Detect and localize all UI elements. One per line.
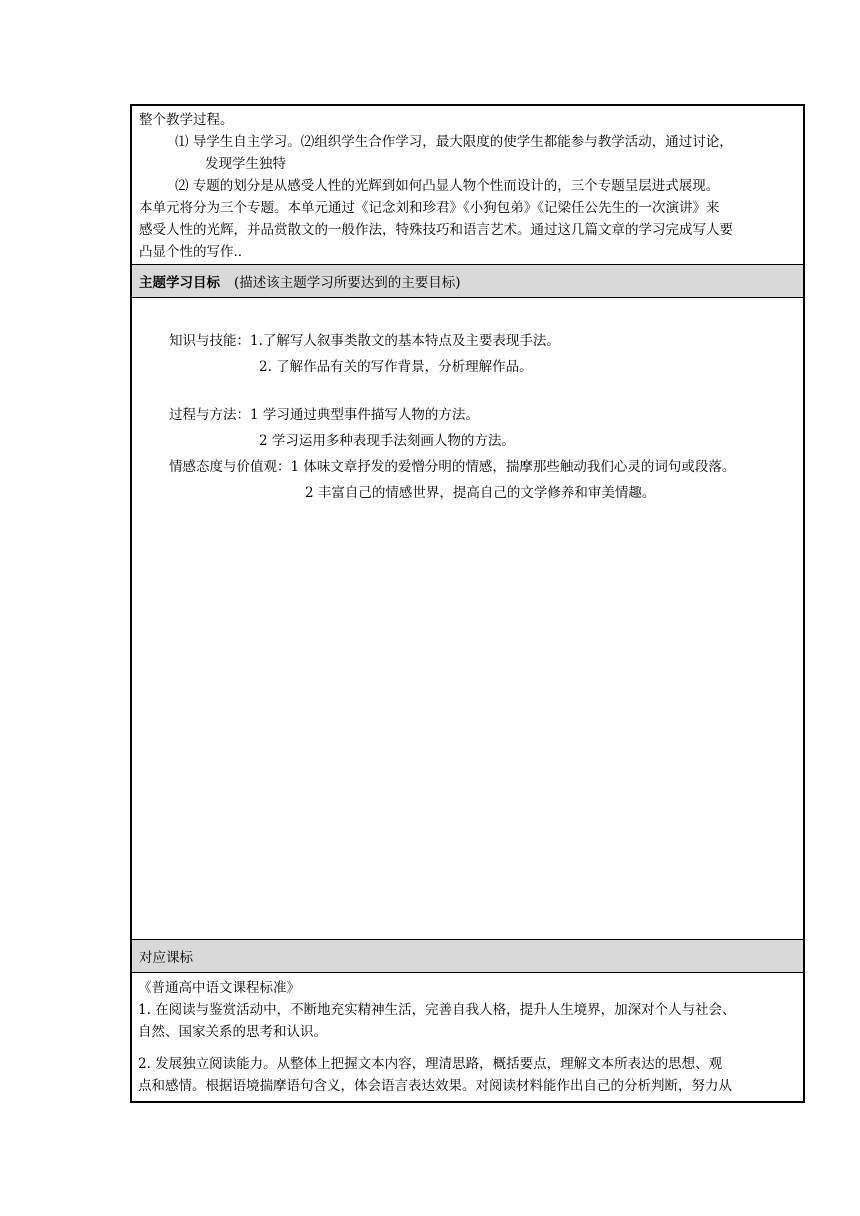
goals-header-title: 主题学习目标	[139, 275, 220, 291]
goals-cell	[132, 298, 803, 940]
intro-line: 感受人性的光辉，并品赏散文的一般作法，特殊技巧和语言艺术。通过这几篇文章的学习完成写人要	[139, 222, 733, 238]
goals-header	[132, 265, 803, 298]
goal-line: 2 丰富自己的情感世界，提高自己的文学修养和审美情趣。	[305, 485, 656, 501]
goal-line: 情感态度与价值观：1 体味文章抒发的爱憎分明的情感，揣摩那些触动我们心灵的词句或段落。	[169, 459, 736, 475]
standard-line: 点和感情。根据语境揣摩语句含义，体会语言表达效果。对阅读材料能作出自己的分析判断，努力从	[138, 1078, 732, 1094]
goal-line: 2 学习运用多种表现手法刻画人物的方法。	[259, 433, 515, 449]
intro-line: 本单元将分为三个专题。本单元通过《记念刘和珍君》《小狗包弟》《记梁任公先生的一次演讲》来	[139, 200, 720, 216]
standard-line: 2. 发展独立阅读能力。从整体上把握文本内容，理清思路，概括要点，理解文本所表达的思想、观	[138, 1056, 723, 1072]
standards-header	[132, 940, 803, 973]
standard-line: 自然、国家关系的思考和认识。	[138, 1024, 327, 1040]
standard-line: 1. 在阅读与鉴赏活动中，不断地充实精神生活，完善自我人格，提升人生境界，加深对个人与社会、	[138, 1002, 736, 1018]
standards-cell	[132, 973, 803, 1101]
goal-line: 2. 了解作品有关的写作背景，分析理解作品。	[259, 359, 533, 375]
standards-header-title: 对应课标	[139, 950, 193, 966]
lesson-plan-table	[130, 104, 805, 1103]
goals-header-hint: (描述该主题学习所要达到的主要目标)	[234, 275, 461, 291]
intro-cell	[132, 106, 803, 265]
intro-line: 整个教学过程。	[139, 112, 234, 128]
intro-line: ⑴ 导学生自主学习。⑵组织学生合作学习，最大限度的使学生都能参与教学活动，通过讨论，	[175, 134, 733, 150]
intro-line: ⑵ 专题的划分是从感受人性的光辉到如何凸显人物个性而设计的，三个专题呈层进式展现。	[175, 178, 720, 194]
intro-line: 发现学生独特	[205, 156, 286, 172]
intro-line: 凸显个性的写作..	[139, 244, 243, 260]
goal-line: 过程与方法：1 学习通过典型事件描写人物的方法。	[169, 407, 479, 423]
goal-line: 知识与技能：1.了解写人叙事类散文的基本特点及主要表现手法。	[169, 333, 560, 349]
standards-title: 《普通高中语文课程标准》	[138, 980, 300, 996]
